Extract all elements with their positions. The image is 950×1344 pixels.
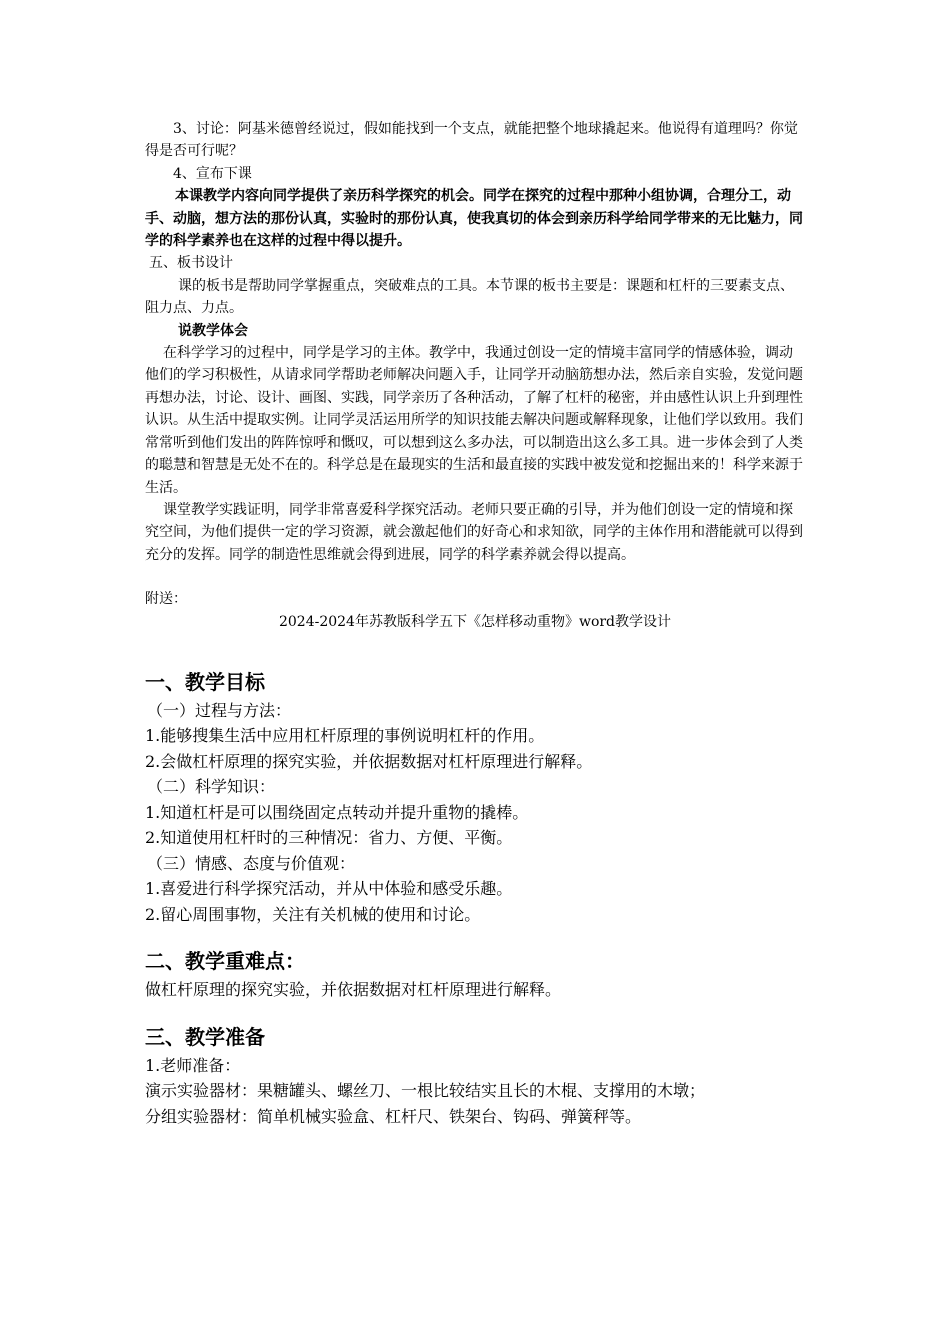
paragraph-discussion: 3、讨论：阿基米德曾经说过，假如能找到一个支点，就能把整个地球撬起来。他说得有道理吗？你觉得是否可行呢？ xyxy=(145,121,798,160)
document-page xyxy=(145,118,805,1129)
list-item: （二）科学知识： xyxy=(147,777,276,797)
list-item: 2.留心周围事物，关注有关机械的使用和讨论。 xyxy=(145,904,481,924)
list-item: 1.能够搜集生活中应用杠杆原理的事例说明杠杆的作用。 xyxy=(145,726,545,746)
attachment-label: 附送： xyxy=(145,591,187,608)
spacer xyxy=(145,566,805,588)
paragraph-reflection-1: 在科学学习的过程中，同学是学习的主体。教学中，我通过创设一定的情境丰富同学的情感体验，调动他们的学习积极性，从请求同学帮助老师解决问题入手，让同学开动脑筋想办法，然后亲自实验，发觉问题再想办法，讨论、设计、画图、实践，同学亲历了各种活动，了解了杠杆的秘密，并由感性认识上升到理性认识。从生活中提取实例。让同学灵活运用所学的知识技能去解决问题或解释现象，让他们学以致用。我们常常听到他们发出的阵阵惊呼和慨叹，可以想到这么多办法，可以制造出这么多工具。进一步体会到了人类的聪慧和智慧是无处不在的。科学总是在最现实的生活和最直接的实践中被发觉和挖掘出来的！科学来源于生活。 xyxy=(145,345,803,496)
list-item: 演示实验器材：果糖罐头、螺丝刀、一根比较结实且长的木棍、支撑用的木墩； xyxy=(145,1081,706,1101)
list-item: 2.知道使用杠杆时的三种情况：省力、方便、平衡。 xyxy=(145,828,513,848)
section-heading-preparation: 三、教学准备 xyxy=(145,1024,265,1049)
attached-document-title: 2024-2024年苏教版科学五下《怎样移动重物》word教学设计 xyxy=(278,613,672,630)
list-item: 1.知道杠杆是可以围绕固定点转动并提升重物的撬棒。 xyxy=(145,802,529,822)
list-item: （一）过程与方法： xyxy=(147,700,292,720)
section-heading-objectives: 一、教学目标 xyxy=(145,669,265,694)
list-item: 1.喜爱进行科学探究活动，并从中体验和感受乐趣。 xyxy=(145,879,513,899)
heading-board-design: 五、板书设计 xyxy=(149,255,233,272)
list-item: 做杠杆原理的探究实验，并依据数据对杠杆原理进行解释。 xyxy=(145,980,562,1000)
paragraph-summary-bold: 本课教学内容向同学提供了亲历科学探究的机会。同学在探究的过程中那种小组协调，合理分工，动手、动脑，想方法的那份认真，实验时的那份认真，使我真切的体会到亲历科学给同学带来的无比魅力，同学的科学素养也在这样的过程中得以提升。 xyxy=(145,188,803,250)
list-item: 1.老师准备： xyxy=(145,1055,241,1075)
list-item: 分组实验器材：简单机械实验盒、杠杆尺、铁架台、钩码、弹簧秤等。 xyxy=(145,1106,642,1126)
list-item: （三）情感、态度与价值观： xyxy=(147,853,356,873)
heading-teaching-reflection: 说教学体会 xyxy=(178,322,248,339)
list-item: 2.会做杠杆原理的探究实验，并依据数据对杠杆原理进行解释。 xyxy=(145,751,593,771)
section-heading-key-points: 二、教学重难点： xyxy=(145,949,305,974)
paragraph-reflection-2: 课堂教学实践证明，同学非常喜爱科学探究活动。老师只要正确的引导，并为他们创设一定的情境和探究空间，为他们提供一定的学习资源，就会激起他们的好奇心和求知欲，同学的主体作用和潜能就可以得到充分的发挥。同学的制造性思维就会得到进展，同学的科学素养就会得以提高。 xyxy=(145,501,803,563)
paragraph-board-design: 课的板书是帮助同学掌握重点，突破难点的工具。本节课的板书主要是：课题和杠杆的三要素支点、阻力点、力点。 xyxy=(145,277,794,317)
paragraph-dismiss: 4、宣布下课 xyxy=(173,165,252,182)
